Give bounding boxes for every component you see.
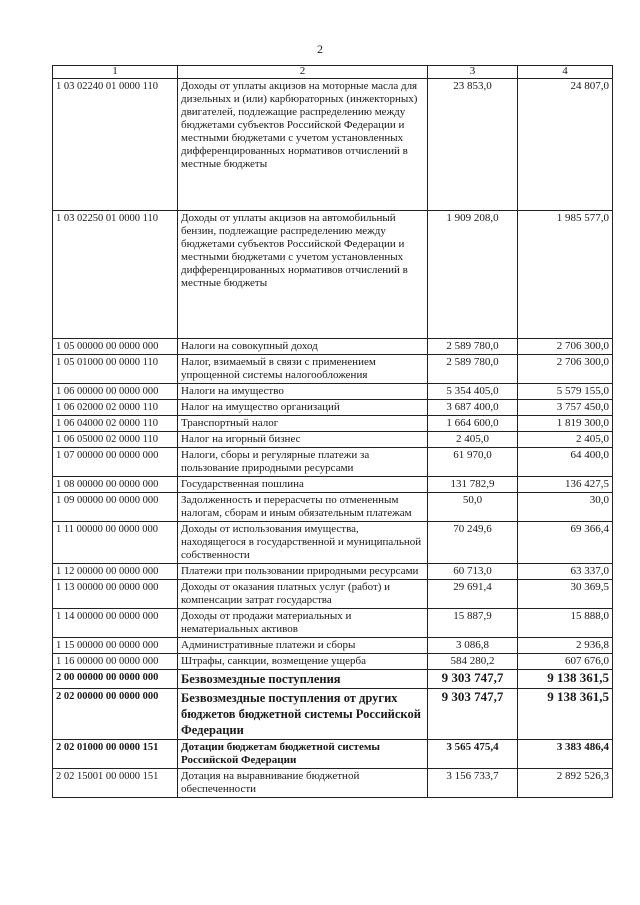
value-col4: 136 427,5 bbox=[518, 477, 613, 493]
table-row bbox=[53, 448, 613, 477]
budget-code: 2 02 01000 00 0000 151 bbox=[53, 740, 178, 769]
value-col3: 50,0 bbox=[428, 493, 518, 522]
budget-code: 1 07 00000 00 0000 000 bbox=[53, 448, 178, 477]
value-col3: 29 691,4 bbox=[428, 580, 518, 609]
revenue-name: Дотация на выравнивание бюджетной обеспеченности bbox=[178, 769, 428, 798]
budget-code: 1 03 02250 01 0000 110 bbox=[53, 211, 178, 339]
revenue-name: Налоги на имущество bbox=[178, 384, 428, 400]
table-row-subtotal bbox=[53, 740, 613, 769]
revenue-name: Платежи при пользовании природными ресурсами bbox=[178, 564, 428, 580]
budget-code: 1 06 05000 02 0000 110 bbox=[53, 432, 178, 448]
revenue-name: Дотации бюджетам бюджетной системы Российской Федерации bbox=[178, 740, 428, 769]
table-row bbox=[53, 416, 613, 432]
column-header: 2 bbox=[178, 66, 428, 79]
revenue-name: Доходы от уплаты акцизов на автомобильный бензин, подлежащие распределению между бюджетами субъектов Российской Федерации и местными бюджетами с учетом установленных дифференцированных нормативов отчислений в местные бюджеты bbox=[178, 211, 428, 339]
value-col3: 1 664 600,0 bbox=[428, 416, 518, 432]
value-col4: 63 337,0 bbox=[518, 564, 613, 580]
revenue-table bbox=[52, 65, 613, 798]
value-col3: 2 589 780,0 bbox=[428, 339, 518, 355]
value-col4: 30,0 bbox=[518, 493, 613, 522]
value-col4: 24 807,0 bbox=[518, 79, 613, 211]
revenue-name: Штрафы, санкции, возмещение ущерба bbox=[178, 654, 428, 670]
value-col4: 69 366,4 bbox=[518, 522, 613, 564]
budget-code: 1 06 04000 02 0000 110 bbox=[53, 416, 178, 432]
value-col3: 3 565 475,4 bbox=[428, 740, 518, 769]
revenue-name: Транспортный налог bbox=[178, 416, 428, 432]
table-row bbox=[53, 493, 613, 522]
column-header: 4 bbox=[518, 66, 613, 79]
value-col4: 2 706 300,0 bbox=[518, 355, 613, 384]
value-col3: 5 354 405,0 bbox=[428, 384, 518, 400]
value-col3: 61 970,0 bbox=[428, 448, 518, 477]
budget-code: 1 06 02000 02 0000 110 bbox=[53, 400, 178, 416]
revenue-name: Налог на имущество организаций bbox=[178, 400, 428, 416]
column-header: 1 bbox=[53, 66, 178, 79]
revenue-name: Налоги на совокупный доход bbox=[178, 339, 428, 355]
budget-code: 1 11 00000 00 0000 000 bbox=[53, 522, 178, 564]
page-number: 2 bbox=[317, 42, 323, 56]
table-row bbox=[53, 522, 613, 564]
budget-code: 1 15 00000 00 0000 000 bbox=[53, 638, 178, 654]
value-col4: 2 892 526,3 bbox=[518, 769, 613, 798]
budget-code: 1 06 00000 00 0000 000 bbox=[53, 384, 178, 400]
table-row bbox=[53, 79, 613, 211]
value-col3: 1 909 208,0 bbox=[428, 211, 518, 339]
value-col3: 3 086,8 bbox=[428, 638, 518, 654]
table-row bbox=[53, 211, 613, 339]
budget-code: 1 05 00000 00 0000 000 bbox=[53, 339, 178, 355]
table-row bbox=[53, 638, 613, 654]
column-header: 3 bbox=[428, 66, 518, 79]
table-row bbox=[53, 769, 613, 798]
revenue-name: Налог на игорный бизнес bbox=[178, 432, 428, 448]
budget-code: 1 16 00000 00 0000 000 bbox=[53, 654, 178, 670]
budget-code: 2 02 15001 00 0000 151 bbox=[53, 769, 178, 798]
value-col3: 60 713,0 bbox=[428, 564, 518, 580]
budget-code: 1 08 00000 00 0000 000 bbox=[53, 477, 178, 493]
table-row bbox=[53, 580, 613, 609]
revenue-name: Доходы от использования имущества, находящегося в государственной и муниципальной собственности bbox=[178, 522, 428, 564]
revenue-name: Доходы от продажи материальных и нематериальных активов bbox=[178, 609, 428, 638]
value-col3: 584 280,2 bbox=[428, 654, 518, 670]
value-col4: 2 936,8 bbox=[518, 638, 613, 654]
value-col4: 1 819 300,0 bbox=[518, 416, 613, 432]
table-row-total bbox=[53, 670, 613, 689]
value-col3: 3 687 400,0 bbox=[428, 400, 518, 416]
budget-code: 1 12 00000 00 0000 000 bbox=[53, 564, 178, 580]
value-col4: 5 579 155,0 bbox=[518, 384, 613, 400]
value-col4: 607 676,0 bbox=[518, 654, 613, 670]
budget-code: 1 13 00000 00 0000 000 bbox=[53, 580, 178, 609]
value-col4: 64 400,0 bbox=[518, 448, 613, 477]
value-col3: 9 303 747,7 bbox=[428, 689, 518, 740]
budget-code: 1 14 00000 00 0000 000 bbox=[53, 609, 178, 638]
header-row bbox=[53, 66, 613, 79]
revenue-name: Доходы от уплаты акцизов на моторные масла для дизельных и (или) карбюраторных (инжекторных) двигателей, подлежащие распределению между бюджетами субъектов Российской Федерации и местными бюджетами с учетом установленных дифференцированных нормативов отчислений в местные бюджеты bbox=[178, 79, 428, 211]
budget-code: 1 03 02240 01 0000 110 bbox=[53, 79, 178, 211]
table-row bbox=[53, 339, 613, 355]
budget-code: 1 05 01000 00 0000 110 bbox=[53, 355, 178, 384]
value-col3: 2 589 780,0 bbox=[428, 355, 518, 384]
value-col3: 23 853,0 bbox=[428, 79, 518, 211]
value-col3: 3 156 733,7 bbox=[428, 769, 518, 798]
table-row bbox=[53, 564, 613, 580]
table-row bbox=[53, 654, 613, 670]
value-col3: 131 782,9 bbox=[428, 477, 518, 493]
value-col4: 1 985 577,0 bbox=[518, 211, 613, 339]
revenue-name: Налоги, сборы и регулярные платежи за пользование природными ресурсами bbox=[178, 448, 428, 477]
table-row bbox=[53, 400, 613, 416]
value-col4: 30 369,5 bbox=[518, 580, 613, 609]
revenue-name: Задолженность и перерасчеты по отмененным налогам, сборам и иным обязательным платежам bbox=[178, 493, 428, 522]
value-col3: 15 887,9 bbox=[428, 609, 518, 638]
value-col4: 15 888,0 bbox=[518, 609, 613, 638]
table-row-total bbox=[53, 689, 613, 740]
revenue-name: Безвозмездные поступления от других бюджетов бюджетной системы Российской Федерации bbox=[178, 689, 428, 740]
table-row bbox=[53, 609, 613, 638]
budget-code: 2 00 00000 00 0000 000 bbox=[53, 670, 178, 689]
value-col4: 2 706 300,0 bbox=[518, 339, 613, 355]
value-col3: 9 303 747,7 bbox=[428, 670, 518, 689]
value-col4: 2 405,0 bbox=[518, 432, 613, 448]
table-row bbox=[53, 432, 613, 448]
revenue-name: Доходы от оказания платных услуг (работ) и компенсации затрат государства bbox=[178, 580, 428, 609]
value-col4: 9 138 361,5 bbox=[518, 689, 613, 740]
value-col4: 9 138 361,5 bbox=[518, 670, 613, 689]
revenue-name: Административные платежи и сборы bbox=[178, 638, 428, 654]
table-row bbox=[53, 355, 613, 384]
revenue-name: Государственная пошлина bbox=[178, 477, 428, 493]
revenue-name: Налог, взимаемый в связи с применением упрощенной системы налогообложения bbox=[178, 355, 428, 384]
table-row bbox=[53, 477, 613, 493]
value-col4: 3 383 486,4 bbox=[518, 740, 613, 769]
budget-code: 1 09 00000 00 0000 000 bbox=[53, 493, 178, 522]
value-col3: 70 249,6 bbox=[428, 522, 518, 564]
value-col3: 2 405,0 bbox=[428, 432, 518, 448]
revenue-name: Безвозмездные поступления bbox=[178, 670, 428, 689]
table-row bbox=[53, 384, 613, 400]
budget-code: 2 02 00000 00 0000 000 bbox=[53, 689, 178, 740]
value-col4: 3 757 450,0 bbox=[518, 400, 613, 416]
